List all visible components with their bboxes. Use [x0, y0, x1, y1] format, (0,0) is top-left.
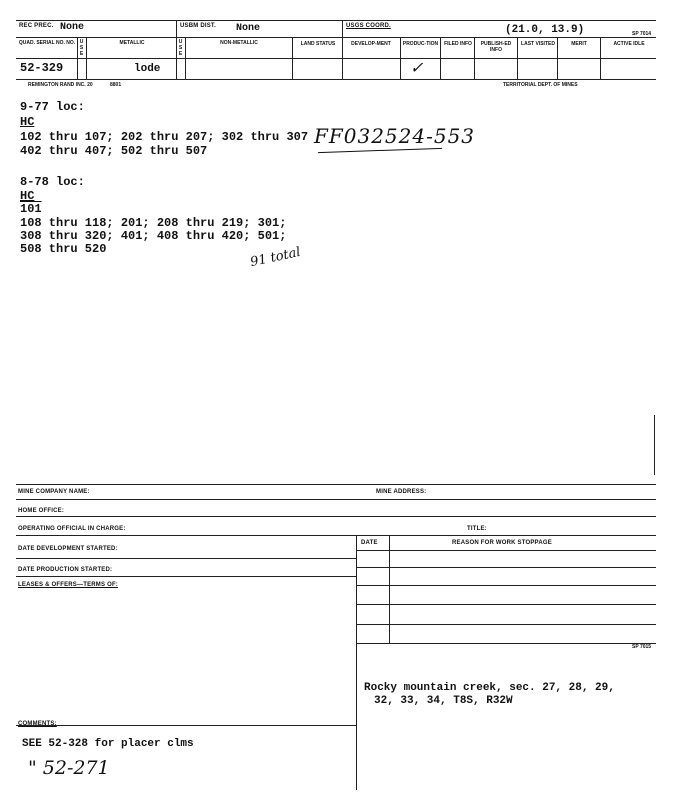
rec-prec-value: None — [60, 22, 85, 33]
block2-title: 8-78 loc: — [20, 175, 85, 189]
handwritten-reference: FF032524-553 — [314, 124, 476, 148]
col-production: PRODUC-TION — [402, 41, 439, 47]
col-line-12 — [600, 37, 601, 79]
block1-title: 9-77 loc: — [20, 100, 85, 114]
col-published-info: PUBLISH-ED INFO — [480, 41, 512, 53]
comments-label: COMMENTS: — [18, 721, 57, 727]
header-divider — [16, 37, 656, 38]
block2-line2: 308 thru 320; 401; 408 thru 420; 501; — [20, 229, 287, 243]
col-last-visited: LAST VISITED — [521, 41, 555, 47]
usbm-dist-label: USBM DIST. — [180, 23, 217, 29]
col-use-1: U S E — [79, 39, 84, 57]
stoppage-row-6 — [356, 643, 656, 644]
stoppage-row-3 — [356, 585, 656, 586]
date-production-label: DATE PRODUCTION STARTED: — [18, 567, 113, 573]
production-line — [16, 558, 356, 559]
block1-hc: HC — [20, 115, 35, 129]
col-use-2: U S E — [178, 39, 183, 57]
stoppage-row-5 — [356, 624, 656, 625]
territorial-note: TERRITORIAL DEPT. OF MINES — [503, 82, 578, 88]
top-border — [16, 20, 656, 21]
col-line-5 — [292, 37, 293, 79]
quad-serial-value: 52-329 — [20, 61, 64, 75]
form-code-2: SP 7015 — [632, 644, 652, 650]
col-line-4 — [185, 37, 186, 79]
mine-address-label: MINE ADDRESS: — [376, 489, 427, 495]
operating-line — [16, 516, 656, 517]
usgs-coord-label: USGS COORD. — [346, 23, 391, 29]
column-divider — [16, 58, 656, 59]
home-office-line — [16, 499, 656, 500]
comment-handwritten: " 52-271 — [28, 757, 110, 779]
col-line-6 — [342, 37, 343, 79]
handwritten-total: 91 total — [248, 244, 302, 271]
usgs-coord-value: (21.0, 13.9) — [505, 24, 585, 36]
metallic-value: lode — [134, 63, 161, 75]
right-bracket — [654, 415, 655, 475]
title-label: TITLE: — [467, 526, 487, 532]
col-land-status: LAND STATUS — [300, 41, 336, 47]
stoppage-row-1 — [356, 550, 656, 551]
col-metallic: METALLIC — [119, 40, 145, 46]
date-column-label: DATE — [361, 540, 378, 546]
form-code: SP 7014 — [632, 31, 652, 37]
mine-company-line — [16, 484, 656, 485]
development-line — [16, 535, 656, 536]
col-line-10 — [517, 37, 518, 79]
block2-line1: 108 thru 118; 201; 208 thru 219; 301; — [20, 216, 287, 230]
usbm-dist-value: None — [236, 23, 261, 34]
leases-line — [16, 576, 356, 577]
col-filed-info: FILED INFO — [444, 41, 472, 47]
block2-line3: 508 thru 520 — [20, 242, 107, 256]
col-line-9 — [474, 37, 475, 79]
top-divider-2 — [342, 20, 343, 37]
date-development-label: DATE DEVELOPMENT STARTED: — [18, 546, 118, 552]
home-office-label: HOME OFFICE: — [18, 508, 65, 514]
reference-underline — [318, 148, 442, 153]
location-line1: Rocky mountain creek, sec. 27, 28, 29, — [364, 682, 615, 694]
production-mark: ✓ — [410, 58, 424, 77]
stoppage-row-4 — [356, 604, 656, 605]
top-divider-1 — [176, 20, 177, 37]
block2-number: 101 — [20, 202, 42, 216]
col-line-8 — [440, 37, 441, 79]
mine-company-name-label: MINE COMPANY NAME: — [18, 489, 90, 495]
comments-line — [16, 725, 356, 726]
block2-hc: HC — [20, 189, 35, 203]
leases-label: LEASES & OFFERS—TERMS OF: — [18, 582, 119, 588]
row-divider — [16, 79, 656, 80]
col-line-7 — [400, 37, 401, 79]
stoppage-date-divider — [389, 535, 390, 643]
stoppage-row-2 — [356, 567, 656, 568]
stoppage-left-border — [356, 535, 357, 790]
col-line-11 — [557, 37, 558, 79]
printer-note: REMINGTON RAND INC. 20 — [28, 82, 93, 88]
col-non-metallic: NON-METALLIC — [220, 40, 258, 46]
location-line2: 32, 33, 34, T8S, R32W — [374, 695, 513, 707]
col-merit: MERIT — [571, 41, 587, 47]
operating-official-label: OPERATING OFFICIAL IN CHARGE: — [18, 526, 126, 532]
block1-line2: 402 thru 407; 502 thru 507 — [20, 144, 208, 158]
rec-prec-label: REC PREC. — [19, 23, 54, 29]
col-quad: QUAD. SERIAL NO. NO. — [18, 40, 76, 46]
col-active-idle: ACTIVE IDLE — [613, 41, 645, 47]
printer-code: 8801 — [110, 82, 122, 88]
comment-typed: SEE 52-328 for placer clms — [22, 738, 194, 750]
reason-column-label: REASON FOR WORK STOPPAGE — [452, 540, 552, 546]
col-line-2 — [86, 37, 87, 79]
col-development: DEVELOP-MENT — [351, 41, 391, 47]
block1-line1: 102 thru 107; 202 thru 207; 302 thru 307 — [20, 130, 309, 144]
